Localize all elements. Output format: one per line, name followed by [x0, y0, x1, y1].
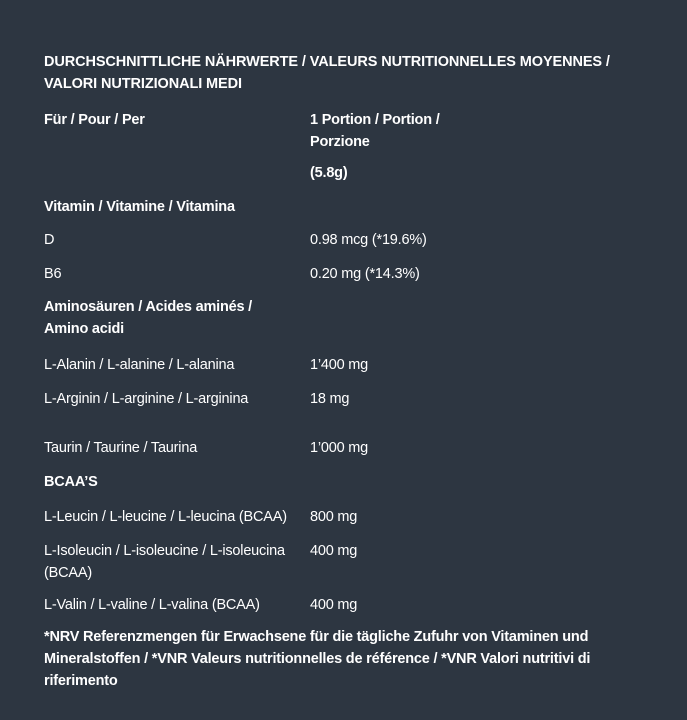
vitamin-b6-value: 0.20 mg (*14.3%)	[310, 266, 420, 282]
arginine-label: L-Arginin / L-arginine / L-arginina	[44, 391, 249, 407]
leucine-value: 800 mg	[310, 509, 358, 525]
alanine-value: 1’400 mg	[310, 357, 369, 373]
portion-weight: (5.8g)	[310, 165, 348, 181]
leucine-label: L-Leucin / L-leucine / L-leucina (BCAA)	[44, 509, 287, 525]
nrv-footnote: *NRV Referenzmengen für Erwachsene für die tägliche Zufuhr von Vitaminen und Mineralstoffen / *VNR Valeurs nutritionnelles de référence / *VNR Valori nutritivi di riferimento	[44, 629, 591, 689]
vitamin-b6-label: B6	[44, 266, 62, 282]
isoleucine-value: 400 mg	[310, 543, 358, 559]
taurine-value: 1’000 mg	[310, 440, 369, 456]
vitamins-heading: Vitamin / Vitamine / Vitamina	[44, 199, 235, 215]
nutrition-title: DURCHSCHNITTLICHE NÄHRWERTE / VALEURS NUTRITIONNELLES MOYENNES / VALORI NUTRIZIONALI MEDI	[44, 54, 610, 92]
valine-label: L-Valin / L-valine / L-valina (BCAA)	[44, 597, 260, 613]
per-label: Für / Pour / Per	[44, 112, 145, 128]
taurine-label: Taurin / Taurine / Taurina	[44, 440, 198, 456]
vitamin-d-value: 0.98 mcg (*19.6%)	[310, 232, 427, 248]
alanine-label: L-Alanin / L-alanine / L-alanina	[44, 357, 235, 373]
valine-value: 400 mg	[310, 597, 358, 613]
portion-label: 1 Portion / Portion / Porzione	[310, 112, 440, 150]
bcaa-heading: BCAA’S	[44, 474, 98, 490]
isoleucine-label: L-Isoleucin / L-isoleucine / L-isoleucina (BCAA)	[44, 543, 285, 581]
arginine-value: 18 mg	[310, 391, 350, 407]
vitamin-d-label: D	[44, 232, 55, 248]
amino-heading: Aminosäuren / Acides aminés / Amino acidi	[44, 299, 253, 337]
